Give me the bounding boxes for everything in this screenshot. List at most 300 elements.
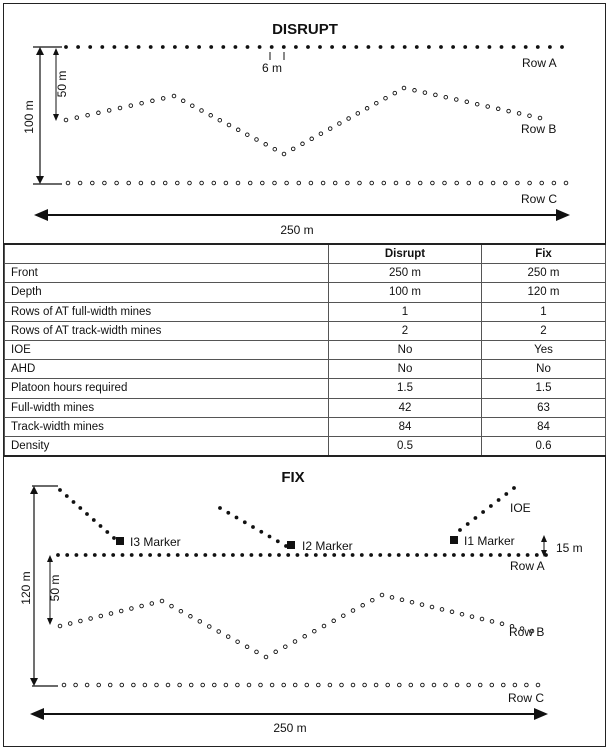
track-width-mine xyxy=(178,683,182,687)
track-width-mine xyxy=(213,683,217,687)
track-width-mine xyxy=(200,181,204,185)
track-width-mine xyxy=(273,181,277,185)
full-width-mine xyxy=(111,553,115,557)
track-width-mine xyxy=(332,619,336,623)
disrupt-row-c-mines xyxy=(66,181,568,185)
track-width-mine xyxy=(179,609,183,613)
fix-diagram xyxy=(0,460,611,748)
track-width-mine xyxy=(273,147,277,151)
track-width-mine xyxy=(236,683,240,687)
i3-marker-label: I3 Marker xyxy=(130,535,181,549)
track-width-mine xyxy=(189,615,193,619)
track-width-mine xyxy=(406,181,410,185)
full-width-mine xyxy=(517,553,521,557)
track-width-mine xyxy=(170,604,174,608)
full-width-mine xyxy=(221,45,225,49)
table-row xyxy=(5,379,606,398)
fix-value: 0.6 xyxy=(482,436,606,456)
fifteen-m-arrow-top xyxy=(541,535,547,542)
track-width-mine xyxy=(432,683,436,687)
track-width-mine xyxy=(455,98,459,102)
fix-value: 1.5 xyxy=(482,379,606,398)
full-width-mine xyxy=(535,553,539,557)
track-width-mine xyxy=(99,614,103,618)
full-width-mine xyxy=(88,45,92,49)
full-width-mine xyxy=(64,45,68,49)
track-width-mine xyxy=(390,596,394,600)
full-width-mine xyxy=(157,553,161,557)
full-width-mine xyxy=(406,553,410,557)
full-width-mine xyxy=(277,553,281,557)
track-width-mine xyxy=(89,617,93,621)
full-width-mine xyxy=(93,553,97,557)
full-width-mine xyxy=(296,553,300,557)
full-width-mine xyxy=(259,553,263,557)
track-width-mine xyxy=(444,683,448,687)
track-width-mine xyxy=(236,181,240,185)
fix-value: 1 xyxy=(482,302,606,321)
full-width-mine xyxy=(323,553,327,557)
track-width-mine xyxy=(370,181,374,185)
hundred-m-arrow-top xyxy=(36,47,44,55)
full-width-mine xyxy=(415,553,419,557)
fix-row-b-label: Row B xyxy=(509,625,545,639)
i1-marker-square xyxy=(450,536,458,544)
full-width-mine xyxy=(121,553,125,557)
full-width-mine xyxy=(463,45,467,49)
i2-ioe-mines xyxy=(218,506,288,548)
i1-ioe-mines xyxy=(458,486,516,532)
full-width-mine xyxy=(113,45,117,49)
track-width-mine xyxy=(413,89,417,93)
track-width-mine xyxy=(140,101,144,105)
track-width-mine xyxy=(479,181,483,185)
hundred-m-label: 100 m xyxy=(22,100,36,134)
full-width-mine xyxy=(512,486,516,490)
track-width-mine xyxy=(161,97,165,101)
track-width-mine xyxy=(322,624,326,628)
track-width-mine xyxy=(62,683,66,687)
track-width-mine xyxy=(460,612,464,616)
full-width-mine xyxy=(213,553,217,557)
track-width-mine xyxy=(340,683,344,687)
full-width-mine xyxy=(65,553,69,557)
full-width-mine xyxy=(305,553,309,557)
track-width-mine xyxy=(218,118,222,122)
track-width-mine xyxy=(467,683,471,687)
fix-width-arrow-right xyxy=(534,708,548,720)
track-width-mine xyxy=(525,683,529,687)
track-width-mine xyxy=(139,181,143,185)
track-width-mine xyxy=(443,181,447,185)
full-width-mine xyxy=(367,45,371,49)
full-width-mine xyxy=(461,553,465,557)
full-width-mine xyxy=(270,45,274,49)
full-width-mine xyxy=(92,518,96,522)
fix-row-a-mines xyxy=(56,553,548,557)
track-width-mine xyxy=(444,95,448,99)
full-width-mine xyxy=(185,553,189,557)
track-width-mine xyxy=(356,112,360,116)
full-width-mine xyxy=(498,553,502,557)
track-width-mine xyxy=(188,181,192,185)
disrupt-row-a-label: Row A xyxy=(522,56,557,70)
fix-fifty-m-arrow-top xyxy=(47,555,53,562)
track-width-mine xyxy=(309,181,313,185)
track-width-mine xyxy=(328,127,332,131)
full-width-mine xyxy=(251,525,255,529)
fifteen-m-label: 15 m xyxy=(556,541,583,555)
disrupt-row-c-label: Row C xyxy=(521,192,558,206)
full-width-mine xyxy=(286,553,290,557)
track-width-mine xyxy=(291,147,295,151)
full-width-mine xyxy=(332,553,336,557)
full-width-mine xyxy=(548,45,552,49)
track-width-mine xyxy=(236,640,240,644)
table-row xyxy=(5,398,606,417)
track-width-mine xyxy=(97,111,101,115)
full-width-mine xyxy=(84,553,88,557)
track-width-mine xyxy=(284,645,288,649)
track-width-mine xyxy=(132,683,136,687)
track-width-mine xyxy=(517,112,521,116)
full-width-mine xyxy=(250,553,254,557)
full-width-mine xyxy=(294,45,298,49)
full-width-mine xyxy=(443,553,447,557)
full-width-mine xyxy=(475,45,479,49)
row-label: Front xyxy=(5,264,329,283)
row-label: IOE xyxy=(5,340,329,359)
fix-row-b-mines xyxy=(58,593,534,659)
track-width-mine xyxy=(208,625,212,629)
table-header-fix: Fix xyxy=(482,244,606,264)
track-width-mine xyxy=(538,116,542,120)
i2-marker-label: I2 Marker xyxy=(302,539,353,553)
track-width-mine xyxy=(358,181,362,185)
disrupt-value: 100 m xyxy=(329,283,482,302)
full-width-mine xyxy=(474,516,478,520)
full-width-mine xyxy=(161,45,165,49)
table-row xyxy=(5,302,606,321)
track-width-mine xyxy=(333,181,337,185)
track-width-mine xyxy=(226,635,230,639)
track-width-mine xyxy=(491,181,495,185)
full-width-mine xyxy=(167,553,171,557)
track-width-mine xyxy=(470,615,474,619)
disrupt-row-b-mines xyxy=(64,86,542,156)
full-width-mine xyxy=(76,45,80,49)
full-width-mine xyxy=(243,520,247,524)
full-width-mine xyxy=(276,539,280,543)
track-width-mine xyxy=(380,593,384,597)
row-label: Rows of AT full-width mines xyxy=(5,302,329,321)
disrupt-width-label: 250 m xyxy=(280,223,314,237)
track-width-mine xyxy=(496,107,500,111)
table-row xyxy=(5,321,606,340)
track-width-mine xyxy=(365,107,369,111)
table-row xyxy=(5,360,606,379)
fix-title: FIX xyxy=(281,469,305,486)
track-width-mine xyxy=(293,640,297,644)
disrupt-value: 84 xyxy=(329,417,482,436)
ioe-label: IOE xyxy=(510,501,531,515)
track-width-mine xyxy=(480,617,484,621)
full-width-mine xyxy=(203,553,207,557)
full-width-mine xyxy=(58,488,62,492)
track-width-mine xyxy=(536,683,540,687)
track-width-mine xyxy=(66,181,70,185)
full-width-mine xyxy=(99,524,103,528)
track-width-mine xyxy=(502,683,506,687)
full-width-mine xyxy=(268,553,272,557)
table-header-row xyxy=(5,244,606,264)
track-width-mine xyxy=(255,650,259,654)
full-width-mine xyxy=(458,528,462,532)
full-width-mine xyxy=(318,45,322,49)
full-width-mine xyxy=(268,535,272,539)
track-width-mine xyxy=(564,181,568,185)
track-width-mine xyxy=(119,609,123,613)
full-width-mine xyxy=(282,45,286,49)
fix-fifty-m-arrow-bottom xyxy=(47,618,53,625)
full-width-mine xyxy=(512,45,516,49)
table-row xyxy=(5,283,606,302)
track-width-mine xyxy=(103,181,107,185)
track-width-mine xyxy=(552,181,556,185)
full-width-mine xyxy=(234,45,238,49)
track-width-mine xyxy=(540,181,544,185)
full-width-mine xyxy=(489,504,493,508)
disrupt-value: No xyxy=(329,360,482,379)
full-width-mine xyxy=(451,45,455,49)
track-width-mine xyxy=(513,683,517,687)
track-width-mine xyxy=(342,614,346,618)
row-label: Full-width mines xyxy=(5,398,329,417)
track-width-mine xyxy=(351,683,355,687)
track-width-mine xyxy=(465,100,469,104)
track-width-mine xyxy=(490,620,494,624)
track-width-mine xyxy=(410,600,414,604)
track-width-mine xyxy=(270,683,274,687)
track-width-mine xyxy=(200,109,204,113)
track-width-mine xyxy=(97,683,101,687)
track-width-mine xyxy=(261,181,265,185)
full-width-mine xyxy=(194,553,198,557)
track-width-mine xyxy=(421,683,425,687)
track-width-mine xyxy=(346,181,350,185)
track-width-mine xyxy=(297,181,301,185)
comparison-table xyxy=(4,243,606,457)
fix-width-arrow-left xyxy=(30,708,44,720)
track-width-mine xyxy=(212,181,216,185)
hundred-twenty-m-label: 120 m xyxy=(19,571,33,605)
fix-row-a-label: Row A xyxy=(510,559,545,573)
full-width-mine xyxy=(197,45,201,49)
fix-width-label: 250 m xyxy=(273,721,307,735)
track-width-mine xyxy=(78,181,82,185)
track-width-mine xyxy=(528,114,532,118)
disrupt-value: 1.5 xyxy=(329,379,482,398)
full-width-mine xyxy=(218,506,222,510)
full-width-mine xyxy=(240,553,244,557)
track-width-mine xyxy=(305,683,309,687)
full-width-mine xyxy=(497,498,501,502)
track-width-mine xyxy=(455,683,459,687)
track-width-mine xyxy=(191,104,195,108)
track-width-mine xyxy=(301,142,305,146)
full-width-mine xyxy=(379,45,383,49)
fix-value: 120 m xyxy=(482,283,606,302)
track-width-mine xyxy=(248,181,252,185)
fix-value: 2 xyxy=(482,321,606,340)
track-width-mine xyxy=(127,181,131,185)
full-width-mine xyxy=(173,45,177,49)
track-width-mine xyxy=(129,104,133,108)
track-width-mine xyxy=(236,128,240,132)
disrupt-value: 250 m xyxy=(329,264,482,283)
fix-value: 63 xyxy=(482,398,606,417)
disrupt-value: 0.5 xyxy=(329,436,482,456)
track-width-mine xyxy=(317,683,321,687)
full-width-mine xyxy=(500,45,504,49)
full-width-mine xyxy=(148,553,152,557)
track-width-mine xyxy=(400,598,404,602)
row-label: Platoon hours required xyxy=(5,379,329,398)
track-width-mine xyxy=(363,683,367,687)
track-width-mine xyxy=(118,106,122,110)
track-width-mine xyxy=(264,143,268,147)
track-width-mine xyxy=(255,138,259,142)
track-width-mine xyxy=(108,683,112,687)
full-width-mine xyxy=(56,553,60,557)
track-width-mine xyxy=(201,683,205,687)
full-width-mine xyxy=(209,45,213,49)
full-width-mine xyxy=(78,506,82,510)
track-width-mine xyxy=(313,629,317,633)
full-width-mine xyxy=(100,45,104,49)
full-width-mine xyxy=(102,553,106,557)
full-width-mine xyxy=(231,553,235,557)
full-width-mine xyxy=(351,553,355,557)
track-width-mine xyxy=(209,114,213,118)
track-width-mine xyxy=(319,132,323,136)
track-width-mine xyxy=(455,181,459,185)
track-width-mine xyxy=(166,683,170,687)
fifty-m-arrow-bottom xyxy=(53,114,59,121)
track-width-mine xyxy=(107,109,111,113)
track-width-mine xyxy=(398,683,402,687)
track-width-mine xyxy=(163,181,167,185)
track-width-mine xyxy=(490,683,494,687)
track-width-mine xyxy=(402,86,406,90)
track-width-mine xyxy=(176,181,180,185)
table-header-label xyxy=(5,244,329,264)
full-width-mine xyxy=(536,45,540,49)
track-width-mine xyxy=(440,608,444,612)
i3-marker-square xyxy=(116,537,124,545)
track-width-mine xyxy=(321,181,325,185)
track-width-mine xyxy=(151,99,155,103)
track-width-mine xyxy=(347,117,351,121)
full-width-mine xyxy=(369,553,373,557)
i3-ioe-mines xyxy=(58,488,116,540)
disrupt-row-b-label: Row B xyxy=(521,122,557,136)
track-width-mine xyxy=(285,181,289,185)
row-label: AHD xyxy=(5,360,329,379)
track-width-mine xyxy=(486,105,490,109)
table-row xyxy=(5,264,606,283)
full-width-mine xyxy=(470,553,474,557)
disrupt-title: DISRUPT xyxy=(272,21,338,38)
track-width-mine xyxy=(85,683,89,687)
full-width-mine xyxy=(354,45,358,49)
full-width-mine xyxy=(397,553,401,557)
full-width-mine xyxy=(439,45,443,49)
full-width-mine xyxy=(466,522,470,526)
track-width-mine xyxy=(79,619,83,623)
fifty-m-label: 50 m xyxy=(55,70,69,98)
full-width-mine xyxy=(480,553,484,557)
full-width-mine xyxy=(226,511,230,515)
track-width-mine xyxy=(274,650,278,654)
track-width-mine xyxy=(431,181,435,185)
full-width-mine xyxy=(105,530,109,534)
disrupt-row-a-mines xyxy=(64,45,564,49)
full-width-mine xyxy=(222,553,226,557)
track-width-mine xyxy=(282,683,286,687)
track-width-mine xyxy=(68,622,72,626)
table-row xyxy=(5,340,606,359)
track-width-mine xyxy=(450,610,454,614)
full-width-mine xyxy=(130,553,134,557)
hundred-twenty-m-arrow-top xyxy=(30,486,38,494)
row-label: Track-width mines xyxy=(5,417,329,436)
full-width-mine xyxy=(75,553,79,557)
track-width-mine xyxy=(504,181,508,185)
track-width-mine xyxy=(198,620,202,624)
full-width-mine xyxy=(524,45,528,49)
full-width-mine xyxy=(526,553,530,557)
full-width-mine xyxy=(112,536,116,540)
fix-value: 84 xyxy=(482,417,606,436)
track-width-mine xyxy=(423,91,427,95)
full-width-mine xyxy=(378,553,382,557)
track-width-mine xyxy=(430,605,434,609)
track-width-mine xyxy=(351,609,355,613)
track-width-mine xyxy=(109,612,113,616)
fix-row-c-label: Row C xyxy=(508,691,545,705)
row-label: Density xyxy=(5,436,329,456)
full-width-mine xyxy=(424,553,428,557)
fix-value: Yes xyxy=(482,340,606,359)
track-width-mine xyxy=(507,109,511,113)
track-width-mine xyxy=(386,683,390,687)
track-width-mine xyxy=(86,113,90,117)
track-width-mine xyxy=(361,604,365,608)
full-width-mine xyxy=(125,45,129,49)
track-width-mine xyxy=(259,683,263,687)
track-width-mine xyxy=(371,598,375,602)
disrupt-value: 2 xyxy=(329,321,482,340)
track-width-mine xyxy=(74,683,78,687)
track-width-mine xyxy=(375,101,379,105)
row-label: Depth xyxy=(5,283,329,302)
full-width-mine xyxy=(139,553,143,557)
full-width-mine xyxy=(259,530,263,534)
full-width-mine xyxy=(434,553,438,557)
full-width-mine xyxy=(560,45,564,49)
full-width-mine xyxy=(481,510,485,514)
